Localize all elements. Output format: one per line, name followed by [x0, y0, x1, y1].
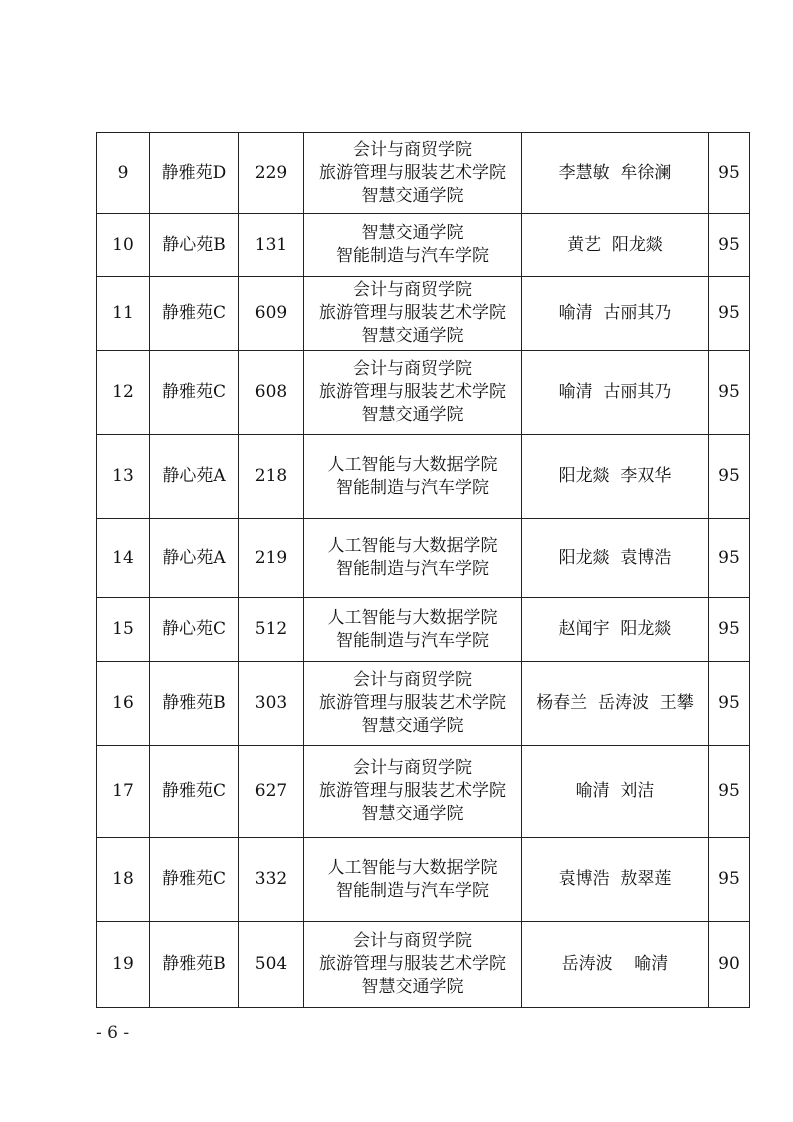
- inspectors-cell: [522, 922, 709, 1008]
- colleges-cell: [304, 922, 522, 1008]
- table-row: [97, 838, 750, 922]
- college-name: 会计与商贸学院: [353, 280, 472, 300]
- room-number-cell: 609: [239, 277, 304, 351]
- table-row: [97, 922, 750, 1008]
- building-cell: 静心苑C: [150, 598, 239, 662]
- row-number-cell: 9: [97, 133, 150, 214]
- college-name: 人工智能与大数据学院: [327, 607, 498, 628]
- row-number-cell: 15: [97, 598, 150, 662]
- college-name: 智慧交通学院: [361, 185, 464, 206]
- building-cell: 静雅苑C: [150, 277, 239, 351]
- table-row: [97, 133, 750, 214]
- inspectors-cell: [522, 838, 709, 922]
- row-number-cell: 12: [97, 351, 150, 435]
- colleges-cell: [304, 277, 522, 351]
- inspectors-cell: [522, 133, 709, 214]
- room-number-cell: 504: [239, 922, 304, 1008]
- score-cell: 95: [709, 746, 750, 838]
- score-cell: 95: [709, 519, 750, 598]
- college-name: 智慧交通学院: [361, 405, 464, 425]
- score-cell: 95: [709, 435, 750, 519]
- college-name: 会计与商贸学院: [353, 139, 472, 160]
- room-number-cell: 608: [239, 351, 304, 435]
- table-row: [97, 598, 750, 662]
- inspector-names: 阳龙燚 李双华: [558, 466, 672, 486]
- college-name: 智能制造与汽车学院: [336, 477, 489, 498]
- building-cell: 静心苑A: [150, 435, 239, 519]
- room-number-cell: 218: [239, 435, 304, 519]
- score-cell: 95: [709, 277, 750, 351]
- college-name: 会计与商贸学院: [353, 758, 472, 778]
- inspector-names: 喻清 古丽其乃: [558, 382, 672, 402]
- colleges-cell: [304, 519, 522, 598]
- college-name: 智慧交通学院: [361, 716, 464, 736]
- college-name: 旅游管理与服装艺术学院: [319, 781, 506, 801]
- inspector-names: 黄艺 阳龙燚: [567, 234, 663, 255]
- college-name: 会计与商贸学院: [353, 359, 472, 379]
- building-cell: 静雅苑B: [150, 662, 239, 746]
- college-name: 智慧交通学院: [361, 804, 464, 824]
- college-name: 人工智能与大数据学院: [327, 857, 498, 878]
- inspector-names: 岳涛波 喻清: [561, 954, 669, 974]
- row-number-cell: 11: [97, 277, 150, 351]
- building-cell: 静心苑A: [150, 519, 239, 598]
- room-number-cell: 229: [239, 133, 304, 214]
- score-cell: 95: [709, 214, 750, 277]
- score-cell: 95: [709, 133, 750, 214]
- college-name: 旅游管理与服装艺术学院: [319, 693, 506, 713]
- room-number-cell: 332: [239, 838, 304, 922]
- table-row: [97, 351, 750, 435]
- row-number-cell: 18: [97, 838, 150, 922]
- building-cell: 静雅苑C: [150, 746, 239, 838]
- college-name: 智慧交通学院: [361, 223, 464, 243]
- college-name: 会计与商贸学院: [353, 670, 472, 690]
- inspector-names: 阳龙燚 袁博浩: [558, 547, 672, 568]
- inspector-names: 赵闻宇 阳龙燚: [558, 619, 672, 639]
- college-name: 智能制造与汽车学院: [336, 630, 489, 651]
- score-cell: 95: [709, 838, 750, 922]
- college-name: 旅游管理与服装艺术学院: [319, 382, 506, 402]
- colleges-cell: [304, 598, 522, 662]
- table-row: [97, 519, 750, 598]
- page-number: - 6 -: [96, 1023, 130, 1043]
- colleges-cell: [304, 662, 522, 746]
- table-row: [97, 435, 750, 519]
- row-number-cell: 16: [97, 662, 150, 746]
- college-name: 智能制造与汽车学院: [336, 559, 489, 579]
- college-name: 旅游管理与服装艺术学院: [319, 303, 506, 323]
- table-body: [97, 133, 750, 1008]
- row-number-cell: 10: [97, 214, 150, 277]
- building-cell: 静雅苑D: [150, 133, 239, 214]
- room-number-cell: 512: [239, 598, 304, 662]
- inspectors-cell: [522, 598, 709, 662]
- building-cell: 静心苑B: [150, 214, 239, 277]
- college-name: 会计与商贸学院: [353, 931, 472, 951]
- table-row: [97, 662, 750, 746]
- room-number-cell: 303: [239, 662, 304, 746]
- college-name: 智能制造与汽车学院: [336, 880, 489, 901]
- colleges-cell: [304, 435, 522, 519]
- room-number-cell: 131: [239, 214, 304, 277]
- colleges-cell: [304, 214, 522, 277]
- inspectors-cell: [522, 662, 709, 746]
- inspector-names: 喻清 刘洁: [575, 781, 655, 801]
- inspector-names: 袁博浩 敖翠莲: [558, 869, 672, 889]
- building-cell: 静雅苑B: [150, 922, 239, 1008]
- colleges-cell: [304, 838, 522, 922]
- college-name: 人工智能与大数据学院: [327, 454, 498, 475]
- row-number-cell: 14: [97, 519, 150, 598]
- college-name: 智能制造与汽车学院: [336, 246, 489, 266]
- building-cell: 静雅苑C: [150, 351, 239, 435]
- row-number-cell: 19: [97, 922, 150, 1008]
- college-name: 旅游管理与服装艺术学院: [319, 954, 506, 974]
- row-number-cell: 17: [97, 746, 150, 838]
- table-row: [97, 746, 750, 838]
- inspectors-cell: [522, 351, 709, 435]
- table-row: [97, 214, 750, 277]
- inspectors-cell: [522, 214, 709, 277]
- college-name: 智慧交通学院: [361, 326, 464, 346]
- colleges-cell: [304, 746, 522, 838]
- college-name: 旅游管理与服装艺术学院: [319, 162, 506, 183]
- inspectors-cell: [522, 435, 709, 519]
- inspector-names: 杨春兰 岳涛波 王攀: [536, 693, 694, 713]
- inspectors-cell: [522, 746, 709, 838]
- colleges-cell: [304, 351, 522, 435]
- colleges-cell: [304, 133, 522, 214]
- inspector-names: 李慧敏 牟徐澜: [558, 162, 672, 183]
- score-cell: 90: [709, 922, 750, 1008]
- table-row: [97, 277, 750, 351]
- inspector-names: 喻清 古丽其乃: [558, 303, 672, 323]
- room-number-cell: 219: [239, 519, 304, 598]
- score-cell: 95: [709, 351, 750, 435]
- row-number-cell: 13: [97, 435, 150, 519]
- room-number-cell: 627: [239, 746, 304, 838]
- college-name: 人工智能与大数据学院: [327, 536, 498, 556]
- inspectors-cell: [522, 519, 709, 598]
- dorm-inspection-table: [96, 132, 750, 1008]
- inspectors-cell: [522, 277, 709, 351]
- score-cell: 95: [709, 598, 750, 662]
- college-name: 智慧交通学院: [361, 977, 464, 997]
- building-cell: 静雅苑C: [150, 838, 239, 922]
- score-cell: 95: [709, 662, 750, 746]
